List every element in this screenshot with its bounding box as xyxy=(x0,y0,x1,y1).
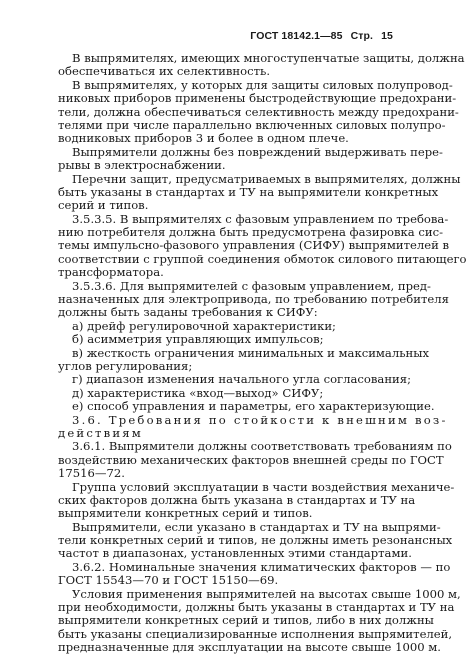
text-line: тели, должна обеспечиваться селективность между предохрани- xyxy=(58,104,459,119)
text-line: В выпрямителях, имеющих многоступенчатые защиты, должна xyxy=(72,51,465,65)
text-line: Перечни защит, предусматриваемых в выпрямителях, должны xyxy=(72,171,461,186)
text-line: предназначенные для эксплуатации на высоте свыше 1000 м. xyxy=(58,640,441,655)
text-line: Условия применения выпрямителей на высотах свыше 1000 м, xyxy=(72,586,461,601)
text-line: серий и типов. xyxy=(58,198,149,213)
page-label: Стр. xyxy=(350,30,374,42)
text-line: обеспечиваться их селективность. xyxy=(58,64,271,79)
standard-number: ГОСТ 18142.1—85 xyxy=(250,30,343,42)
text-line: темы импульсно-фазового управления (СИФУ) выпрямителей в xyxy=(58,238,450,253)
text-line: быть указаны специализированные исполнения выпрямителей, xyxy=(58,626,453,641)
text-line: г) диапазон изменения начального угла согласования; xyxy=(72,372,411,387)
text-line: ских факторов должна быть указана в стандартах и ТУ на xyxy=(58,492,416,507)
text-line: трансформатора. xyxy=(58,265,164,280)
text-line: 3.5.3.6. Для выпрямителей с фазовым управлением, пред- xyxy=(72,278,431,293)
page-header xyxy=(250,30,393,42)
body-text xyxy=(58,51,467,655)
text-line: 3.6. Требования по стойкости к внешним воз- xyxy=(72,412,448,427)
text-line: выпрямители конкретных серий и типов. xyxy=(58,506,313,521)
text-line: Выпрямители должны без повреждений выдерживать пере- xyxy=(72,144,443,159)
text-line: действиям xyxy=(58,425,144,440)
text-line: быть указаны в стандартах и ТУ на выпрямители конкретных xyxy=(58,184,439,199)
text-line: при необходимости, должны быть указаны в стандартах и ТУ на xyxy=(58,600,455,615)
text-line: должны быть заданы требования к СИФУ: xyxy=(58,305,318,320)
text-line: назначенных для электропривода, по требованию потребителя xyxy=(58,292,449,307)
text-line: никовых приборов применены быстродействующие предохрани- xyxy=(58,91,457,106)
text-line: В выпрямителях, у которых для защиты силовых полупровод- xyxy=(72,77,453,92)
text-line: ГОСТ 15543—70 и ГОСТ 15150—69. xyxy=(58,573,279,588)
text-line: 17516—72. xyxy=(58,466,125,481)
text-line: б) асимметрия управляющих импульсов; xyxy=(72,332,324,347)
text-line: углов регулирования; xyxy=(58,358,193,373)
text-line: рывы в электроснабжении. xyxy=(58,158,226,173)
text-line: д) характеристика «вход—выход» СИФУ; xyxy=(72,385,324,400)
text-line: тели конкретных серий и типов, не должны иметь резонансных xyxy=(58,533,453,548)
text-line: соответствии с группой соединения обмоток силового питающего xyxy=(58,251,467,266)
page-number: 15 xyxy=(381,30,393,42)
text-line: е) способ управления и параметры, его характеризующие. xyxy=(72,399,435,414)
text-line: водниковых приборов 3 и более в одном плече. xyxy=(58,131,349,146)
text-line: 3.5.3.5. В выпрямителях с фазовым управлением по требова- xyxy=(72,211,449,226)
text-line: нию потребителя должна быть предусмотрена фазировка сис- xyxy=(58,225,443,240)
text-line: воздействию механических факторов внешней среды по ГОСТ xyxy=(58,452,444,467)
text-line: Выпрямители, если указано в стандартах и ТУ на выпрями- xyxy=(72,519,441,534)
text-line: 3.6.1. Выпрямители должны соответствовать требованиям по xyxy=(72,439,452,454)
text-line: выпрямители конкретных серий и типов, либо в них должны xyxy=(58,613,434,628)
text-line: а) дрейф регулировочной характеристики; xyxy=(72,318,336,333)
text-line: в) жесткость ограничения минимальных и максимальных xyxy=(72,345,430,360)
text-line: телями при числе параллельно включенных силовых полупро- xyxy=(58,117,446,132)
text-line: 3.6.2. Номинальные значения климатических факторов — по xyxy=(72,559,451,574)
text-line: Группа условий эксплуатации в части воздействия механиче- xyxy=(72,479,455,494)
text-line: частот в диапазонах, установленных этими стандартами. xyxy=(58,546,412,561)
